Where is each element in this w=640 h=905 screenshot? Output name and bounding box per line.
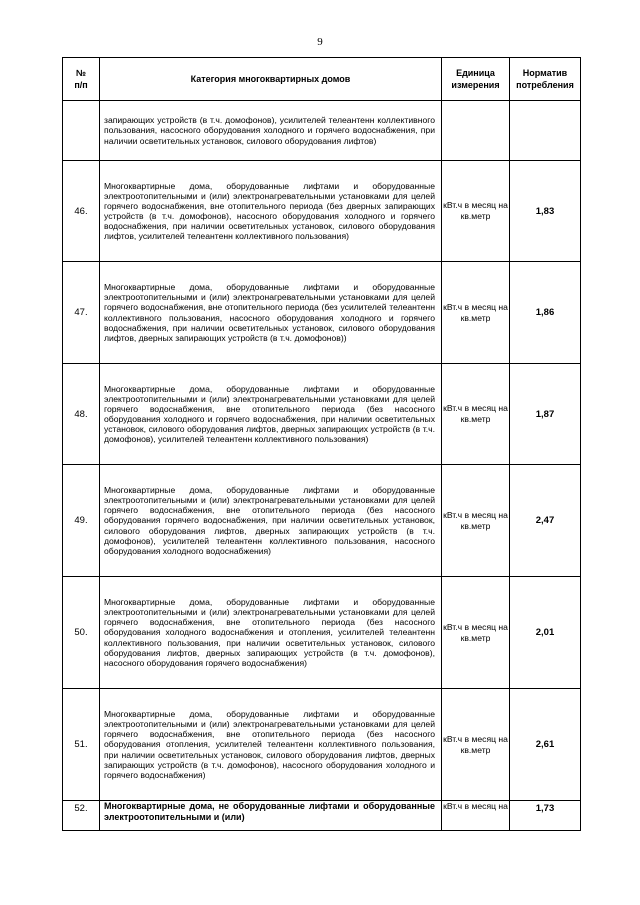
row-value: 1,87 [510, 364, 581, 465]
row-unit: кВт.ч в месяц на кв.метр [442, 465, 510, 577]
row-unit: кВт.ч в месяц на кв.метр [442, 161, 510, 262]
row-num [63, 101, 100, 161]
table-row [63, 801, 581, 831]
row-value [510, 101, 581, 161]
row-category: Многоквартирные дома, оборудованные лифтами и оборудованные электроотопительными и (или) электронагревательными установками для целей горячего водоснабжения, вне отопительного периода (без насосного оборудования холодного и горячего водоснабжения, при наличии осветительных установок, силового оборудования лифтов, дверных запирающих устройств (в т.ч. домофонов), усилителей телеантенн коллективного пользования) [100, 364, 442, 465]
table-row [63, 161, 581, 262]
row-unit: кВт.ч в месяц на [442, 801, 510, 831]
row-category: запирающих устройств (в т.ч. домофонов), усилителей телеантенн коллективного пользования, насосного оборудования холодного и горячего водоснабжения, при наличии осветительных установок, силового оборудования лифтов) [100, 101, 442, 161]
row-value: 2,47 [510, 465, 581, 577]
row-category: Многоквартирные дома, не оборудованные лифтами и оборудованные электроотопительными и (или) [100, 801, 442, 831]
table-row [63, 689, 581, 801]
header-num: № п/п [63, 58, 100, 101]
row-num: 48. [63, 364, 100, 465]
row-num: 52. [63, 801, 100, 831]
row-unit: кВт.ч в месяц на кв.метр [442, 577, 510, 689]
header-unit: Единица измерения [442, 58, 510, 101]
row-num: 51. [63, 689, 100, 801]
row-num: 50. [63, 577, 100, 689]
row-value: 1,83 [510, 161, 581, 262]
row-value: 1,73 [510, 801, 581, 831]
page-number: 9 [317, 36, 323, 48]
row-unit: кВт.ч в месяц на кв.метр [442, 364, 510, 465]
table-row [63, 465, 581, 577]
table-row [63, 577, 581, 689]
row-num: 47. [63, 262, 100, 364]
header-category: Категория многоквартирных домов [100, 58, 442, 101]
row-value: 1,86 [510, 262, 581, 364]
row-category: Многоквартирные дома, оборудованные лифтами и оборудованные электроотопительными и (или) электронагревательными установками для целей горячего водоснабжения, вне отопительного периода (без насосного оборудования холодного водоснабжения и отопления, усилителей телеантенн коллективного пользования, при наличии осветительных установок, силового оборудования лифтов, дверных запирающих устройств (в т.ч. домофонов), насосного оборудования горячего водоснабжения) [100, 577, 442, 689]
table-row [63, 262, 581, 364]
norms-table [62, 57, 581, 831]
row-value: 2,61 [510, 689, 581, 801]
row-unit: кВт.ч в месяц на кв.метр [442, 262, 510, 364]
row-category: Многоквартирные дома, оборудованные лифтами и оборудованные электроотопительными и (или) электронагревательными установками для целей горячего водоснабжения, вне отопительного периода (без дверных запирающих устройств (в т.ч. домофонов), насосного оборудования холодного и горячего водоснабжения, при наличии осветительных установок, силового оборудования лифтов, усилителей телеантенн коллективного пользования) [100, 161, 442, 262]
row-category: Многоквартирные дома, оборудованные лифтами и оборудованные электроотопительными и (или) электронагревательными установками для целей горячего водоснабжения, вне отопительного периода (без насосного оборудования отопления, усилителей телеантенн коллективного пользования, при наличии осветительных установок, силового оборудования лифтов, дверных запирающих устройств (в т.ч. домофонов), насосного оборудования холодного и горячего водоснабжения) [100, 689, 442, 801]
header-norm: Норматив потребления [510, 58, 581, 101]
row-num: 46. [63, 161, 100, 262]
row-unit: кВт.ч в месяц на кв.метр [442, 689, 510, 801]
table-header-row [63, 58, 581, 101]
row-category: Многоквартирные дома, оборудованные лифтами и оборудованные электроотопительными и (или) электронагревательными установками для целей горячего водоснабжения, вне отопительного периода (без насосного оборудования горячего водоснабжения, при наличии осветительных установок, силового оборудования лифтов, дверных запирающих устройств (в т.ч. домофонов), усилителей телеантенн коллективного пользования, насосного оборудования холодного водоснабжения) [100, 465, 442, 577]
row-value: 2,01 [510, 577, 581, 689]
table-row [63, 101, 581, 161]
row-num: 49. [63, 465, 100, 577]
row-unit [442, 101, 510, 161]
row-category: Многоквартирные дома, оборудованные лифтами и оборудованные электроотопительными и (или) электронагревательными установками для целей горячего водоснабжения, вне отопительного периода (без усилителей телеантенн коллективного пользования, насосного оборудования холодного и горячего водоснабжения, при наличии осветительных установок, силового оборудования лифтов, дверных запирающих устройств (в т.ч. домофонов)) [100, 262, 442, 364]
table-row [63, 364, 581, 465]
